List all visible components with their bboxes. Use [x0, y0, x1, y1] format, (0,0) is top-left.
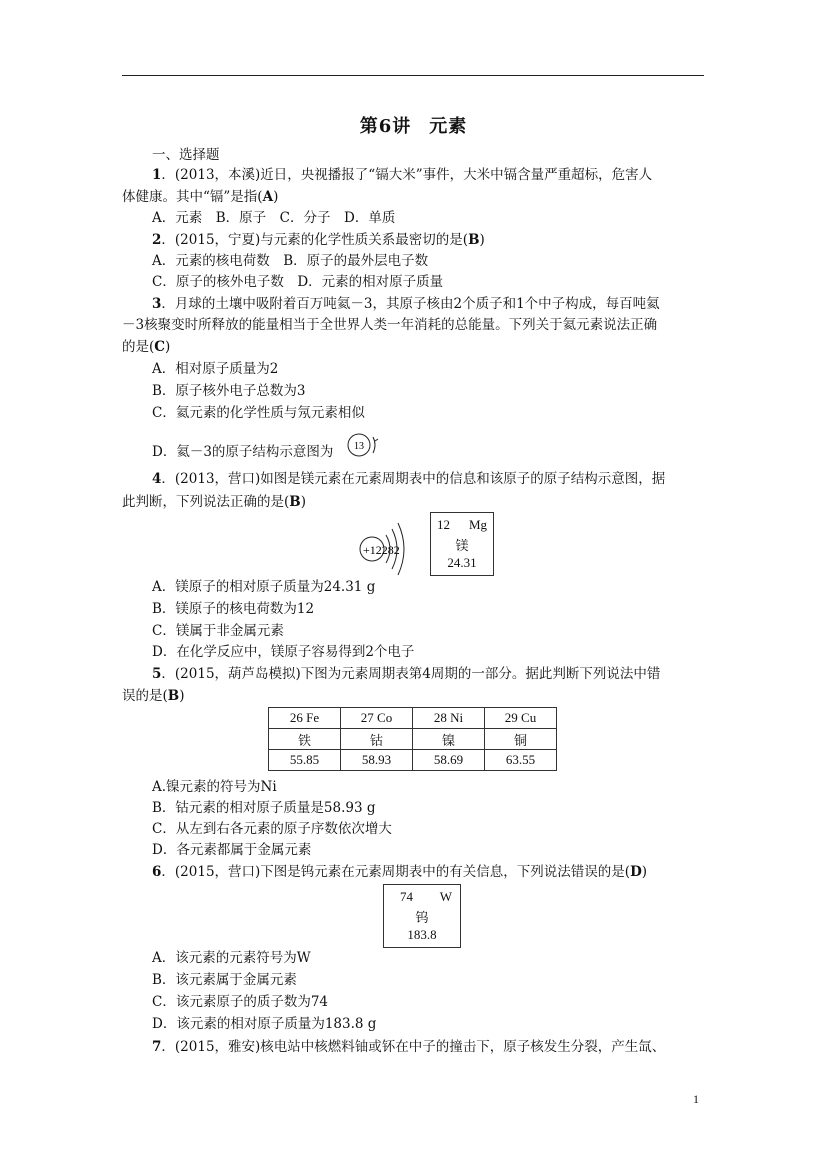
table-cell: 63.55 — [485, 750, 557, 771]
header-rule — [122, 75, 704, 76]
table-cell: 26 Fe — [269, 708, 341, 729]
magnesium-atom-diagram — [356, 517, 418, 577]
q3-text1: ．月球的土壤中吸附着百万吨氦－3，其原子核由2个质子和1个中子构成，每百吨氦 — [161, 296, 660, 312]
periodic-table-fragment — [268, 707, 557, 771]
table-cell: 29 Cu — [485, 708, 557, 729]
q6-text1-end: ) — [641, 864, 648, 880]
table-cell: 55.85 — [269, 750, 341, 771]
table-row — [269, 729, 557, 750]
q4-line1 — [152, 469, 665, 489]
table-cell: 27 Co — [341, 708, 413, 729]
q5-answer: B — [167, 688, 180, 704]
table-cell: 钴 — [341, 729, 413, 750]
q3-line3 — [122, 337, 170, 357]
q2-options-cd: C．原子的核外电子数 D．元素的相对原子质量 — [152, 274, 444, 290]
table-cell: 铁 — [269, 729, 341, 750]
page-title — [0, 112, 827, 138]
table-cell: 铜 — [485, 729, 557, 750]
section-heading: 一、选择题 — [152, 147, 220, 163]
q5-line1 — [152, 664, 660, 684]
q6-number: 6 — [152, 864, 162, 880]
q3-text3-end: ) — [165, 339, 171, 355]
q4-answer: B — [289, 494, 301, 510]
q6-option-a: A．该元素的元素符号为W — [152, 950, 311, 966]
magnesium-element-card — [430, 512, 494, 576]
q5-option-d: D．各元素都属于金属元素 — [152, 842, 312, 858]
q6-line1 — [152, 862, 647, 882]
q4-text2-end: ) — [300, 494, 306, 510]
w-symbol: W — [439, 889, 452, 904]
q2-number: 2 — [152, 232, 162, 248]
mg-mass: 24.31 — [447, 555, 477, 570]
tungsten-element-card — [383, 884, 461, 948]
q3-text3: 的是( — [122, 339, 155, 355]
q4-line2 — [122, 492, 306, 512]
w-name: 钨 — [415, 910, 429, 925]
q2-text1: ．(2015，宁夏)与元素的化学性质关系最密切的是( — [161, 232, 469, 248]
q5-option-b: B．钴元素的相对原子质量是58.93 g — [152, 800, 376, 816]
q4-option-b: B．镁原子的核电荷数为12 — [152, 601, 315, 617]
mg-symbol: Mg — [468, 517, 487, 532]
q2-line1 — [152, 230, 485, 250]
q7-line1 — [152, 1037, 665, 1057]
q5-option-a: A.镍元素的符号为Ni — [152, 779, 277, 795]
q1-text2-end: ) — [273, 189, 279, 205]
q3-option-b: B．原子核外电子总数为3 — [152, 383, 306, 399]
q4-number: 4 — [152, 471, 162, 487]
page-number: 1 — [693, 1092, 699, 1106]
q3-option-a: A．相对原子质量为2 — [152, 361, 279, 377]
q5-option-c: C．从左到右各元素的原子序数依次增大 — [152, 821, 392, 837]
table-cell: 58.69 — [413, 750, 485, 771]
q4-option-a: A．镁原子的相对原子质量为24.31 g — [152, 579, 376, 595]
w-atomic-number: 74 — [400, 889, 413, 904]
q3-option-c: C．氦元素的化学性质与氖元素相似 — [152, 405, 365, 421]
q5-text2-end: ) — [179, 688, 185, 704]
q7-text1: ．(2015，雅安)核电站中核燃料铀或钚在中子的撞击下，原子核发生分裂，产生氙、 — [161, 1039, 666, 1055]
q3-line2: －3核聚变时所释放的能量相当于全世界人类一年消耗的总能量。下列关于氦元素说法正确 — [122, 317, 658, 333]
table-cell: 58.93 — [341, 750, 413, 771]
q5-text1: ．(2015，葫芦岛模拟)下图为元素周期表第4周期的一部分。据此判断下列说法中错 — [161, 666, 661, 682]
w-mass: 183.8 — [407, 927, 437, 942]
mg-name: 镁 — [455, 538, 469, 553]
q5-line2 — [122, 686, 184, 706]
helium-atom-diagram — [346, 432, 382, 460]
q3-line1 — [152, 294, 660, 314]
mg-atomic-number: 12 — [437, 517, 450, 532]
table-row — [269, 708, 557, 729]
q6-text1: ．(2015，营口)下图是钨元素在元素周期表中的有关信息，下列说法错误的是( — [161, 864, 631, 880]
q1-text1: ．(2013，本溪)近日，央视播报了“镉大米”事件，大米中镉含量严重超标，危害人 — [161, 167, 653, 183]
q6-option-d: D．该元素的相对原子质量为183.8 g — [152, 1016, 377, 1032]
q1-options: A．元素 B．原子 C．分子 D．单质 — [152, 210, 396, 226]
q1-line1 — [152, 165, 652, 185]
q4-option-c: C．镁属于非金属元素 — [152, 623, 284, 639]
q2-text1-end: ) — [479, 232, 485, 248]
table-cell: 镍 — [413, 729, 485, 750]
q3-answer: C — [154, 339, 166, 355]
title-topic: 元素 — [429, 116, 468, 137]
table-cell: 28 Ni — [413, 708, 485, 729]
q1-answer: A — [262, 189, 274, 205]
q7-number: 7 — [152, 1039, 162, 1055]
q3-option-d: D．氦－3的原子结构示意图为 — [152, 444, 334, 460]
q6-option-b: B．该元素属于金属元素 — [152, 972, 297, 988]
q4-option-d: D．在化学反应中，镁原子容易得到2个电子 — [152, 644, 415, 660]
q6-answer: D — [630, 864, 642, 880]
q1-number: 1 — [152, 167, 162, 183]
magnesium-atom-label: +12282 — [363, 543, 400, 557]
q4-text1: ．(2013，营口)如图是镁元素在元素周期表中的信息和该原子的原子结构示意图，据 — [161, 471, 666, 487]
q2-options-ab: A．元素的核电荷数 B．原子的最外层电子数 — [152, 253, 429, 269]
q5-number: 5 — [152, 666, 162, 682]
q2-answer: B — [468, 232, 480, 248]
helium-nucleus-label: 13 — [354, 441, 364, 452]
q4-text2: 此判断，下列说法正确的是( — [122, 494, 290, 510]
q1-text2: 体健康。其中“镉”是指( — [122, 189, 263, 205]
table-row — [269, 750, 557, 771]
q5-text2: 误的是( — [122, 688, 168, 704]
title-lesson: 第6讲 — [359, 116, 412, 137]
q6-option-c: C．该元素原子的质子数为74 — [152, 994, 329, 1010]
q3-number: 3 — [152, 296, 162, 312]
q1-line2 — [122, 187, 278, 207]
